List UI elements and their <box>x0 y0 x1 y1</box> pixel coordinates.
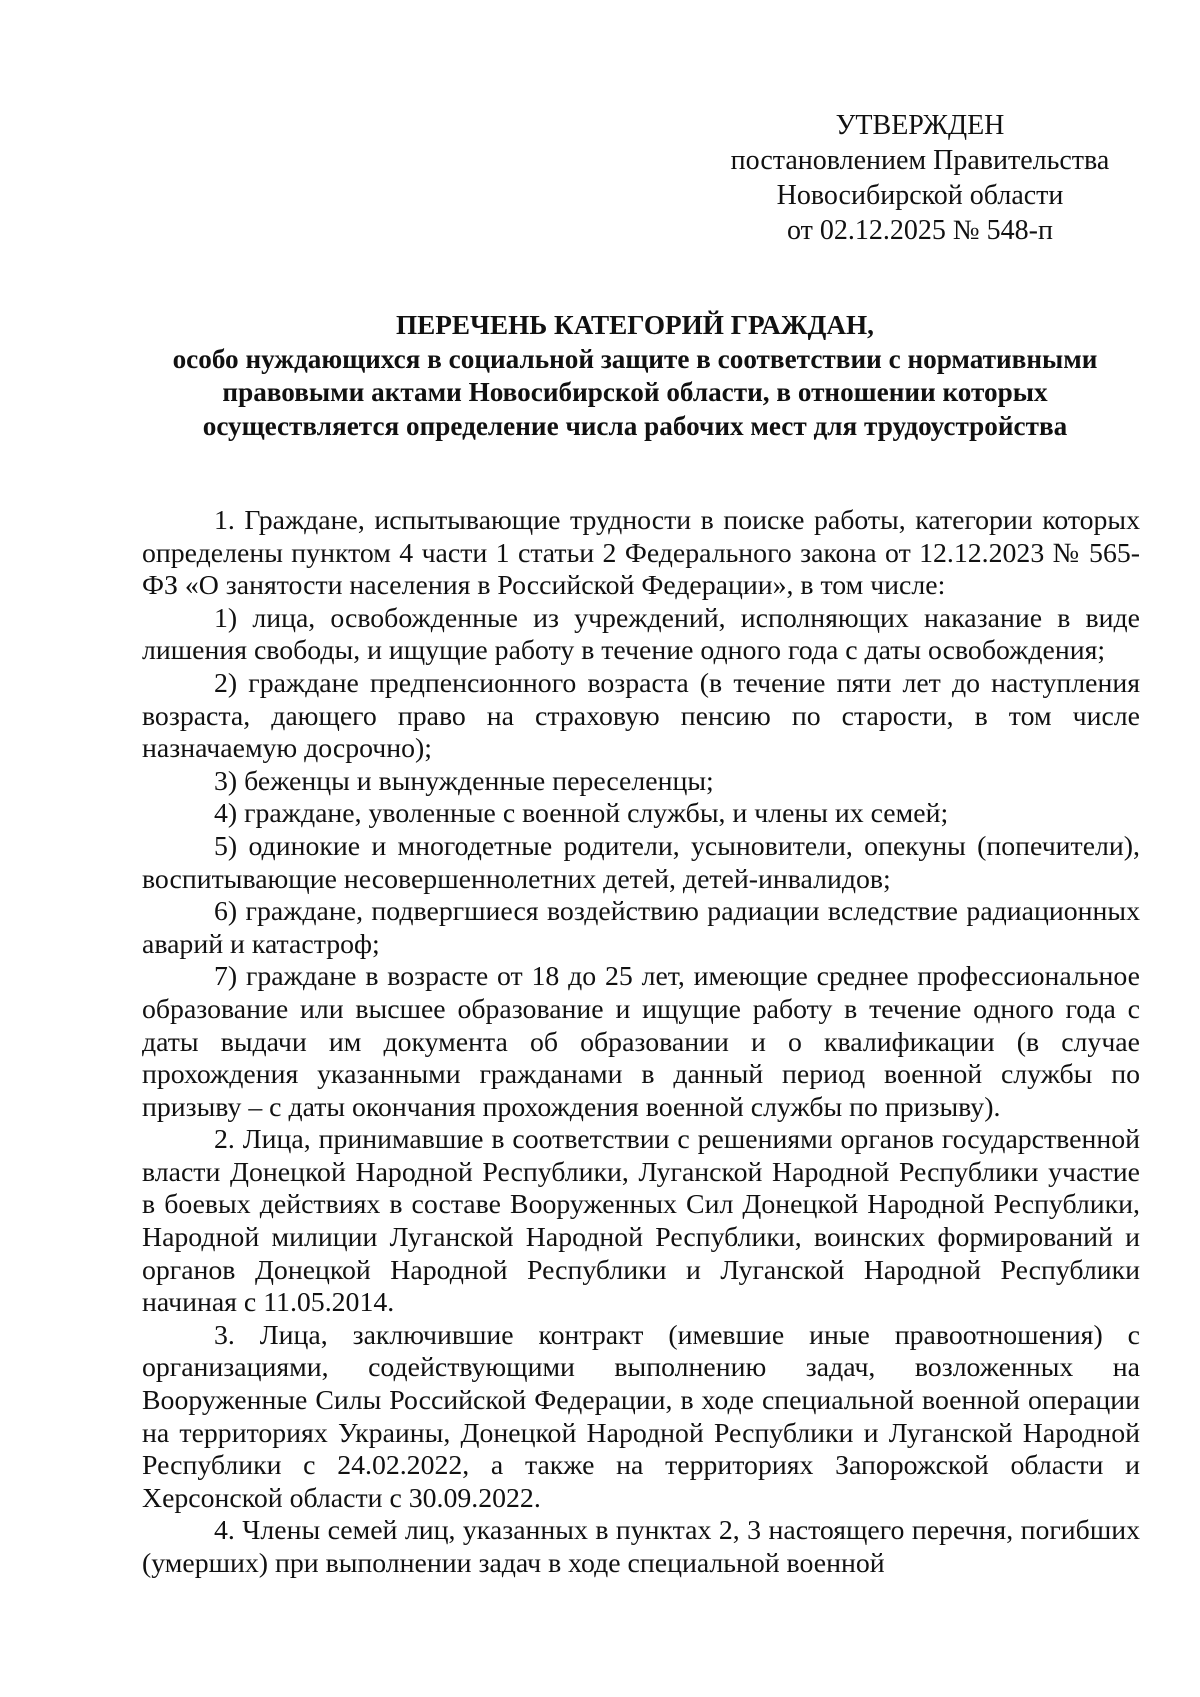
paragraph-item-4: 4. Члены семей лиц, указанных в пунктах 2, 3 настоящего перечня, погибших (умерших) при выполнении задач в ходе специальной военной <box>142 1515 1140 1579</box>
approval-stamp <box>720 108 1120 248</box>
document-title <box>140 309 1130 443</box>
subitem-1: 1) лица, освобожденные из учреждений, исполняющих наказание в виде лишения свободы, и ищущие работу в течение одного года с даты освобождения; <box>142 602 1140 667</box>
subitem-6: 6) граждане, подвергшиеся воздействию радиации вследствие радиационных аварий и катастроф; <box>142 896 1140 960</box>
subitem-7: 7) граждане в возрасте от 18 до 25 лет, имеющие среднее профессиональное образование или высшее образование и ищущие работу в течение одного года с даты выдачи им документа об образовании и о квалификации (в случае прохождения указанными гражданами в данный период военной службы по призыву – с даты окончания прохождения военной службы по призыву). <box>142 961 1140 1123</box>
paragraph-item-3: 3. Лица, заключившие контракт (имевшие иные правоотношения) с организациями, содействующими выполнению задач, возложенных на Вооруженные Силы Российской Федерации, в ходе специальной военной операции на территориях Украины, Донецкой Народной Республики и Луганской Народной Республики с 24.02.2022, а также на территориях Запорожской области и Херсонской области с 30.09.2022. <box>142 1319 1140 1514</box>
paragraph-item-1: 1. Граждане, испытывающие трудности в поиске работы, категории которых определены пунктом 4 части 1 статьи 2 Федерального закона от 12.12.2023 № 565-ФЗ «О занятости населения в Российской Федерации», в том числе: <box>142 505 1140 602</box>
subitem-4: 4) граждане, уволенные с военной службы, и члены их семей; <box>214 798 949 830</box>
document-title-line: осуществляется определение числа рабочих мест для трудоустройства <box>202 410 1068 441</box>
approval-line: от 02.12.2025 № 548-п <box>787 215 1053 246</box>
document-body <box>142 505 1140 1581</box>
document-title-line: особо нуждающихся в социальной защите в соответствии с нормативными <box>172 343 1098 374</box>
subitem-2: 2) граждане предпенсионного возраста (в течение пяти лет до наступления возраста, дающего право на страховую пенсию по старости, в том числе назначаемую досрочно); <box>142 667 1140 765</box>
subitem-5: 5) одинокие и многодетные родители, усыновители, опекуны (попечители), воспитывающие несовершеннолетних детей, детей-инвалидов; <box>142 830 1140 895</box>
document-title-line: правовыми актами Новосибирской области, в отношении которых <box>222 377 1048 407</box>
paragraph-item-2: 2. Лица, принимавшие в соответствии с решениями органов государственной власти Донецкой Народной Республики, Луганской Народной Республики участие в боевых действиях в составе Вооруженных Сил Донецкой Народной Республики, Народной милиции Луганской Народной Республики, воинских формирований и органов Донецкой Народной Республики и Луганской Народной Республики начиная с 11.05.2014. <box>142 1124 1140 1319</box>
approval-title: УТВЕРЖДЕН <box>835 110 1005 141</box>
approval-line: постановлением Правительства <box>730 145 1110 176</box>
approval-line: Новосибирской области <box>776 180 1064 211</box>
document-title-line: ПЕРЕЧЕНЬ КАТЕГОРИЙ ГРАЖДАН, <box>396 310 874 340</box>
subitem-3: 3) беженцы и вынужденные переселенцы; <box>214 765 714 797</box>
